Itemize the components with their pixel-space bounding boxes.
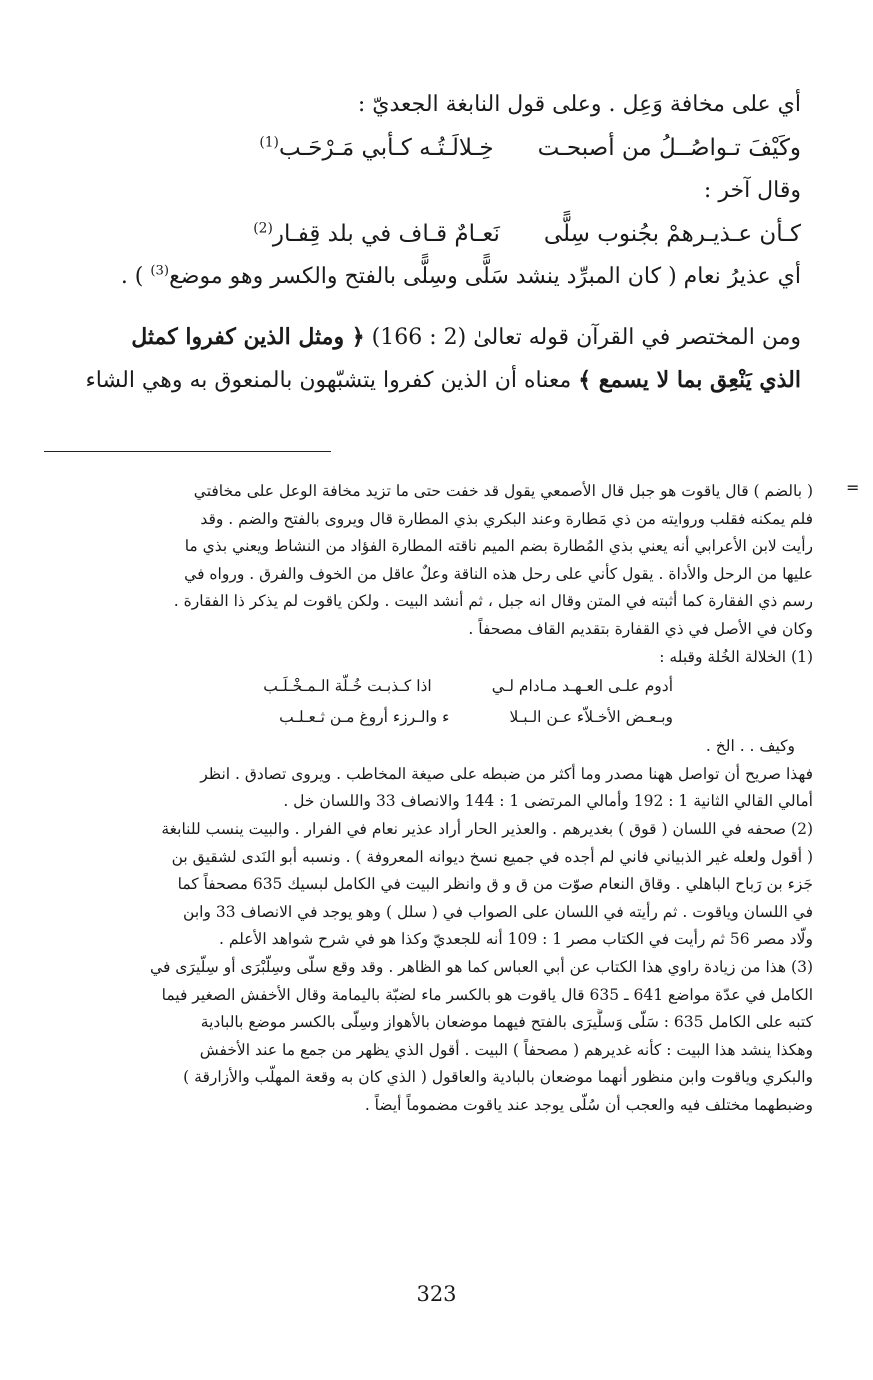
footnote-line: فلم يمكنه فقلب وروايته من ذي مَطارة وعند البكري بذي المطارة قال ويروى بالفتح والضم . وقد — [200, 509, 813, 528]
footnote-1-head: (1) الخلالة الخُلة وقبله : — [659, 647, 813, 666]
verse-2-hemistich-2 — [253, 212, 500, 256]
footnote-line: وهكذا ينشد هذا البيت : كأنه غديرهم ( مصحفاً ) البيت . أقول الذي يظهر من جمع ما عند الأخفش — [199, 1040, 813, 1059]
footnote-separator — [44, 451, 331, 452]
quran-paragraph — [41, 316, 801, 402]
footnote-1-verse-2-b: ء والـرزء أروغ مـن ثـعـلـب — [279, 708, 450, 727]
footnote-line: وضبطهما مختلف فيه والعجب أن سُلّى يوجد عند ياقوت مضموماً أيضاً . — [364, 1095, 813, 1114]
footnote-continued — [40, 478, 813, 644]
footnote-1-etc: وكيف . . الخ . — [705, 737, 795, 756]
footnote-line: أمالي القالي الثانية 1 : 192 وأمالي المرتضى 1 : 144 والانصاف 33 واللسان خل . — [283, 792, 813, 811]
verse-1 — [41, 126, 801, 170]
footnote-ref-2: (2) — [253, 220, 273, 237]
quran-explanation: معناه أن الذين كفروا يتشبّهون بالمنعوق به وهي الشاء — [85, 368, 579, 393]
footnote-1-verse-2-a: وبـعـض الأخـلاّء عـن الـبـلا — [509, 708, 673, 727]
footnote-line: عليها من الرحل والأداة . يقول كأني على رحل هذه الناقة وعلٌ عاقل من الخوف والفرق . ورواه في — [184, 564, 813, 583]
main-text — [41, 84, 801, 402]
main-line-5 — [41, 256, 801, 298]
footnote-line: فهذا صريح أن تواصل ههنا مصدر وما أكثر من ضبطه على صيغة المخاطب . ويروى تصادق . انظر — [200, 764, 813, 783]
footnote-3 — [40, 954, 813, 1120]
main-line-5-end: ) . — [120, 264, 151, 289]
verse-2-hemistich-2-text: نَعـامٌ قـاف في بلد قِفـار — [272, 221, 500, 247]
footnote-1-verse-1-b: اذا كـذبـت خُـلّة الـمـخْـلَـب — [263, 677, 432, 696]
footnote-line: (3) هذا من زيادة راوي هذا الكتاب عن أبي العباس كما هو الظاهر . وقد وقع سلّى وسِلّبْرَى أو سِلّيرَى في — [150, 957, 813, 976]
quran-paragraph-line-2 — [41, 359, 801, 402]
footnote-1 — [40, 644, 813, 816]
footnote-line: ولّاد مصر 56 ثم رأيت في الكتاب مصر 1 : 109 أنه للجعديّ وكذا هو في شرح شواهد الأعلم . — [218, 930, 813, 949]
footnote-line: في اللسان وياقوت . ثم رأيته في اللسان على الصواب في ( سلل ) وهو يوجد في الانصاف 33 وابن — [183, 902, 813, 921]
verse-2 — [41, 212, 801, 256]
footnote-line: (2) صحفه في اللسان ( قوق ) بغديرهم . والعذير الحار أراد عذير نعام في الفرار . والبيت ينسب للنابغة — [161, 819, 813, 838]
verse-1-hemistich-1: وكَيْفَ تـواصُــلُ من أصبحـت — [537, 135, 801, 161]
footnote-line: رأيت لابن الأعرابي أنه يعني بذي المُطارة بضم الميم ناقته المطارة الفؤاد من النشاط ويعني بذي ما — [184, 537, 813, 556]
verse-1-hemistich-2-text: خِـلالَـتُـه كـأبي مَـرْحَـب — [278, 135, 494, 161]
paragraph-gap — [41, 298, 801, 316]
footnote-line: ( بالضم ) قال ياقوت هو جبل قال الأصمعي يقول قد خفت حتى ما تزيد مخافة الوعل على مخافتي — [193, 482, 813, 500]
main-line-1: أي على مخافة وَعِل . وعلى قول النابغة الجعديّ : — [357, 92, 801, 117]
footnote-line: ( أقول ولعله غير الذبياني فاني لم أجده في جميع نسخ ديوانه المعروفة ) . ونسبه أبو النَدى لشقيق بن — [171, 847, 813, 866]
footnote-1-verse-1 — [40, 671, 813, 702]
quran-paragraph-line-1 — [41, 316, 801, 359]
footnote-ref-1: (1) — [259, 134, 279, 151]
footnote-1-verse-1-a: أدوم علـى العـهـد مـادام لـي — [491, 677, 673, 696]
footnote-1-verse-2 — [40, 702, 813, 733]
footnotes — [40, 478, 813, 1119]
footnote-line: جَزء بن رَباح الباهلي . وقاق النعام صوّت من ق و ق وانظر البيت في الكامل لبسيك 635 مصحفاً كما — [177, 875, 813, 894]
quran-intro: ومن المختصر في القرآن قوله تعالىٰ (2 : 166) — [364, 325, 801, 350]
footnote-line: الكامل في عدّة مواضع 641 ـ 635 قال ياقوت هو بالكسر ماء لضبّة باليمامة وقال الأخفش الصغير فيما — [161, 985, 813, 1004]
quran-verse-end: الذي يَنْعِق بما لا يسمع ﴾ — [578, 367, 801, 393]
quran-verse-start: ﴿ ومثل الذين كفروا كمثل — [131, 324, 365, 350]
main-line-3: وقال آخر : — [703, 178, 801, 203]
main-line-5-text: أي عذيرُ نعام ( كان المبرِّد ينشد سَلًّى وسِلًّى بالفتح والكسر وهو موضع — [169, 264, 801, 289]
footnote-line: والبكري وياقوت وابن منظور أنهما موضعان بالبادية والعاقول ( الذي كان به وقعة المهلّب والأزارقة ) — [183, 1068, 813, 1087]
verse-1-hemistich-2 — [259, 126, 493, 170]
footnote-line: رسم ذي الفقارة كما أثبته في المتن وقال انه جبل ، ثم أنشد البيت . ولكن ياقوت لم يذكر ذا الفقارة . — [173, 592, 813, 611]
footnote-ref-3: (3) — [150, 263, 170, 279]
page-number: 323 — [416, 1282, 457, 1306]
continuation-mark: = — [846, 478, 860, 497]
footnote-line: كتبه على الكامل 635 : سَلّى وَسلَّيرَى بالفتح فيهما موضعان بالأهواز وسِلّى بالكسر موضع بالبادية — [200, 1013, 813, 1032]
verse-2-hemistich-1: كـأن عـذيـرهمْ بجُنوب سِلًّى — [543, 221, 801, 247]
footnote-line: وكان في الأصل في ذي القفارة بتقديم القاف مصحفاً . — [468, 619, 813, 638]
footnote-2 — [40, 816, 813, 954]
